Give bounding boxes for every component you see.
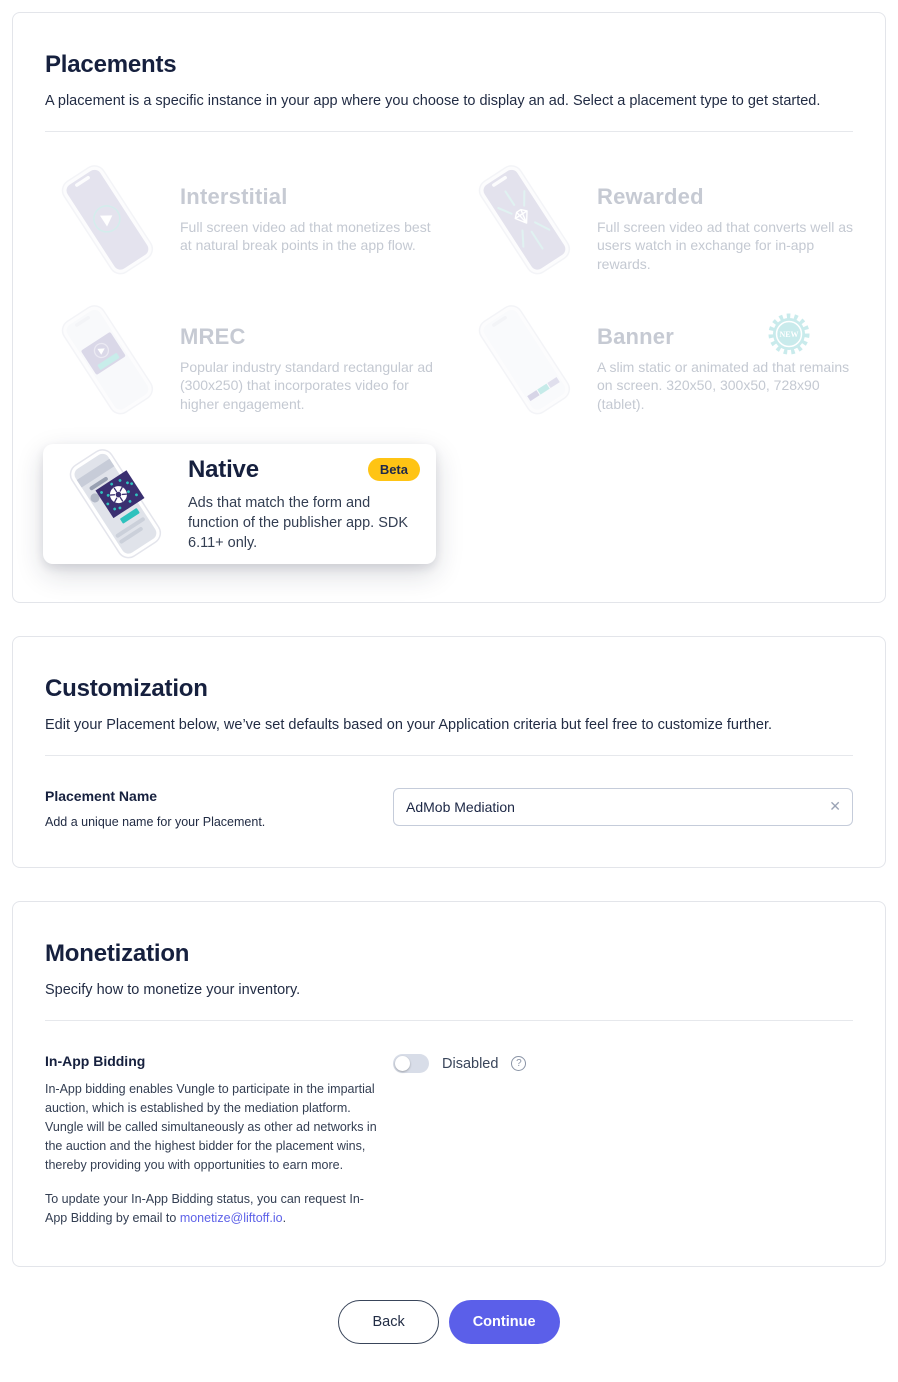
interstitial-phone-icon: [45, 164, 170, 276]
interstitial-description: Full screen video ad that monetizes best at natural break points in the app flow.: [180, 219, 431, 254]
toggle-knob: [395, 1056, 410, 1071]
footer-actions: [12, 1300, 886, 1344]
customization-title: Customization: [45, 675, 208, 702]
in-app-bidding-request: To update your In-App Bidding status, you can request In-App Bidding by email to monetize@liftoff.io.: [45, 1192, 364, 1225]
in-app-bidding-row: [45, 1053, 853, 1228]
mrec-description: Popular industry standard rectangular ad (300x250) that incorporates video for higher engagement.: [180, 359, 433, 412]
monetization-title: Monetization: [45, 940, 190, 967]
in-app-bidding-status: Disabled: [442, 1055, 499, 1072]
new-badge-label: NEW: [779, 330, 799, 339]
mrec-title: MREC: [180, 324, 246, 349]
in-app-bidding-description: In-App bidding enables Vungle to participate in the impartial auction, which is established by the mediation platform. Vungle will be called simultaneously as other ad networks in the auction and the highest bidder for the placement wins, thereby providing you with opportunities to earn more.: [45, 1082, 377, 1172]
in-app-bidding-label: In-App Bidding: [45, 1053, 146, 1069]
placement-type-mrec[interactable]: [45, 304, 436, 430]
new-badge-icon: [767, 312, 811, 361]
placement-name-row: [45, 788, 853, 829]
banner-phone-icon: [462, 304, 587, 416]
placement-type-rewarded[interactable]: [462, 164, 853, 290]
banner-description: A slim static or animated ad that remains on screen. 320x50, 300x50, 728x90 (tablet).: [597, 359, 850, 412]
divider: [45, 755, 853, 756]
interstitial-title: Interstitial: [180, 184, 288, 209]
banner-title: Banner: [597, 324, 674, 349]
placement-type-native[interactable]: [43, 444, 436, 564]
placement-name-input[interactable]: [393, 788, 853, 826]
monetization-card: [12, 901, 886, 1267]
placements-title: Placements: [45, 51, 177, 78]
help-icon[interactable]: ?: [511, 1056, 526, 1071]
continue-button[interactable]: Continue: [449, 1300, 560, 1344]
placement-type-grid: [45, 164, 853, 564]
placement-type-interstitial[interactable]: [45, 164, 436, 290]
divider: [45, 131, 853, 132]
in-app-bidding-toggle[interactable]: [393, 1054, 429, 1073]
native-title: Native: [188, 455, 259, 483]
clear-input-icon[interactable]: ✕: [829, 798, 841, 814]
divider: [45, 1020, 853, 1021]
customization-card: [12, 636, 886, 868]
native-description: Ads that match the form and function of the publisher app. SDK 6.11+ only.: [188, 494, 409, 551]
beta-badge: Beta: [368, 458, 420, 481]
back-button[interactable]: Back: [338, 1300, 438, 1344]
placement-type-banner[interactable]: [462, 304, 853, 430]
rewarded-description: Full screen video ad that converts well as users watch in exchange for in-app rewards.: [597, 219, 854, 272]
mrec-phone-icon: [45, 304, 170, 416]
native-phone-icon: [53, 448, 178, 560]
placement-name-label: Placement Name: [45, 788, 158, 804]
placements-card: [12, 12, 886, 603]
monetize-email-link[interactable]: monetize@liftoff.io: [179, 1211, 283, 1225]
customization-subtitle: Edit your Placement below, we’ve set defaults based on your Application criteria but feel free to customize further.: [45, 717, 773, 733]
rewarded-title: Rewarded: [597, 184, 704, 209]
placement-name-help: Add a unique name for your Placement.: [45, 815, 266, 829]
placements-subtitle: A placement is a specific instance in your app where you choose to display an ad. Select a placement type to get started.: [45, 93, 821, 109]
monetization-subtitle: Specify how to monetize your inventory.: [45, 982, 301, 998]
rewarded-phone-icon: [462, 164, 587, 276]
